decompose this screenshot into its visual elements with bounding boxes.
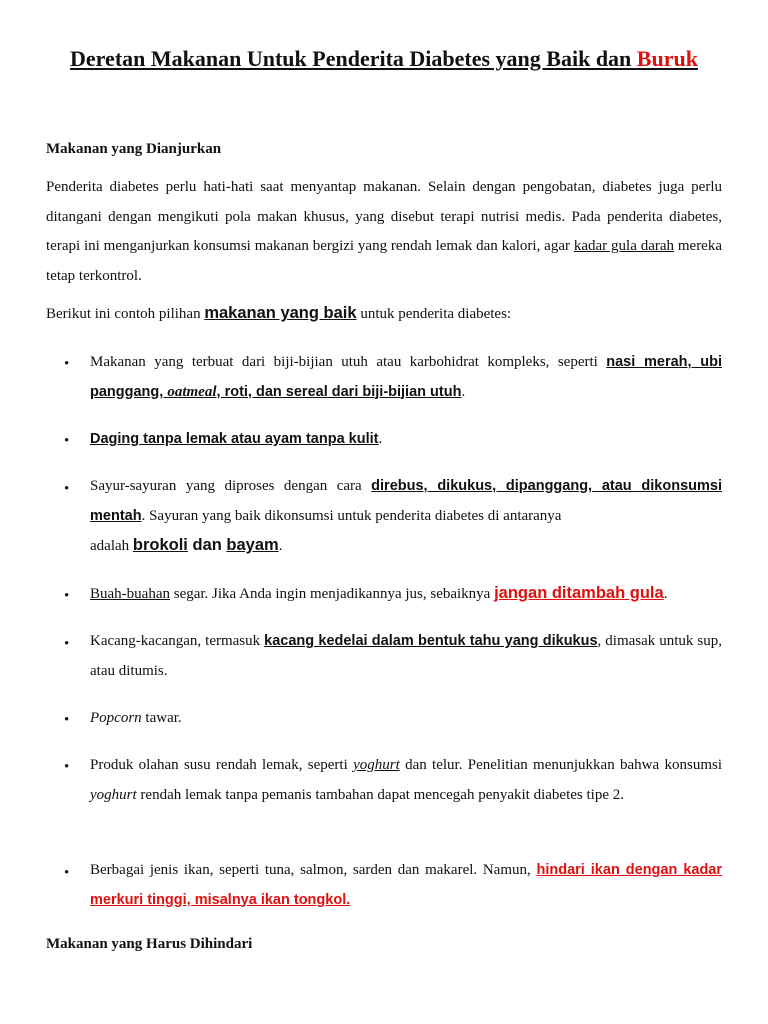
tofu-link[interactable]: kacang kedelai dalam bentuk tahu yang dikukus — [264, 633, 598, 649]
fruits-link[interactable]: Buah-buahan — [90, 586, 170, 602]
list-item-popcorn — [90, 704, 722, 734]
item-end: . — [663, 586, 668, 602]
yoghurt-link[interactable]: yoghurt — [353, 757, 400, 773]
yoghurt-text: yoghurt — [90, 786, 137, 803]
list-item-nuts — [90, 627, 722, 686]
bullet: • — [64, 865, 70, 881]
blood-sugar-link[interactable]: kadar gula darah — [573, 238, 675, 254]
intro-tail: mereka tetap terkontrol. — [46, 238, 723, 284]
item-text-2: dan telur. Penelitian menunjukkan bahwa konsumsi — [399, 757, 722, 773]
list-item-fish — [90, 856, 722, 915]
bullet: • — [64, 481, 70, 497]
lead-paragraph — [46, 299, 722, 330]
lead-pre: Berikut ini contoh pilihan — [46, 306, 205, 322]
item-end: . — [278, 538, 283, 554]
item-text-2: , dimasak untuk sup, atau ditumis. — [90, 633, 722, 679]
intro-text: Penderita diabetes perlu hati-hati saat menyantap makanan. Selain dengan pengobatan, diabetes juga perlu ditangani dengan mengikuti pola makan khusus, yang disebut terapi nutrisi medis. Pada penderita diabetes, terapi ini menganjurkan konsumsi makanan bergizi yang rendah lemak dan kalori, agar — [46, 179, 722, 254]
item-text: tawar. — [141, 710, 182, 726]
item-text-2: . Sayuran yang baik dikonsumsi untuk penderita diabetes di antaranya — [141, 507, 562, 524]
list-item-lean-meat — [90, 425, 722, 455]
page-title — [0, 46, 768, 72]
list-item-whole-grains — [90, 348, 722, 407]
mercury-warning-link[interactable]: hindari ikan dengan kadar merkuri tinggi, misalnya ikan tongkol. — [90, 862, 723, 908]
good-food-link[interactable]: makanan yang baik — [204, 304, 357, 322]
bullet: • — [64, 636, 70, 652]
spinach-link[interactable]: bayam — [226, 536, 279, 554]
item-text: segar. Jika Anda ingin menjadikannya jus, sebaiknya — [169, 586, 495, 602]
section-heading-recommended: Makanan yang Dianjurkan — [46, 141, 222, 157]
title-text: Deretan Makanan Untuk Penderita Diabetes yang Baik dan — [70, 46, 637, 71]
item-text: Kacang-kacangan, termasuk — [90, 633, 265, 649]
broccoli-link[interactable]: brokoli — [132, 536, 188, 554]
item-text: Produk olahan susu rendah lemak, seperti — [90, 757, 354, 773]
item-text: Makanan yang terbuat dari biji-bijian utuh atau karbohidrat kompleks, seperti — [90, 354, 607, 370]
intro-paragraph — [46, 173, 722, 291]
item-end: . — [378, 431, 383, 447]
oatmeal-link[interactable]: oatmeal — [167, 383, 217, 400]
no-sugar-link[interactable]: jangan ditambah gula — [494, 584, 664, 602]
list-item-fruits — [90, 579, 722, 610]
item-text: Sayur-sayuran yang diproses dengan cara — [90, 478, 372, 494]
item-text-3: adalah — [90, 538, 133, 554]
item-text-3: rendah lemak tanpa pemanis tambahan dapat mencegah penyakit diabetes tipe 2. — [136, 786, 624, 803]
list-item-vegetables — [90, 472, 722, 562]
item-text: Berbagai jenis ikan, seperti tuna, salmon, sarden dan makarel. Namun, — [90, 862, 537, 878]
and-text: dan — [187, 536, 227, 554]
popcorn-text: Popcorn — [90, 710, 142, 726]
list-item-dairy — [90, 751, 722, 810]
bullet: • — [64, 588, 70, 604]
bullet: • — [64, 712, 70, 728]
title-red-word: Buruk — [636, 46, 698, 71]
lead-post: untuk penderita diabetes: — [356, 306, 512, 322]
item-end: . — [461, 383, 466, 400]
cooking-method-link[interactable]: direbus, dikukus, dipanggang, atau dikonsumsi mentah — [90, 478, 722, 524]
whole-grains-link[interactable]: nasi merah, ubi panggang, — [90, 354, 722, 400]
bullet: • — [64, 433, 70, 449]
lean-meat-link[interactable]: Daging tanpa lemak atau ayam tanpa kulit — [90, 431, 379, 447]
bullet: • — [64, 759, 70, 775]
bullet: • — [64, 356, 70, 372]
section-heading-avoid: Makanan yang Harus Dihindari — [46, 936, 253, 952]
whole-grains-link-2[interactable]: , roti, dan sereal dari biji-bijian utuh — [216, 383, 462, 400]
